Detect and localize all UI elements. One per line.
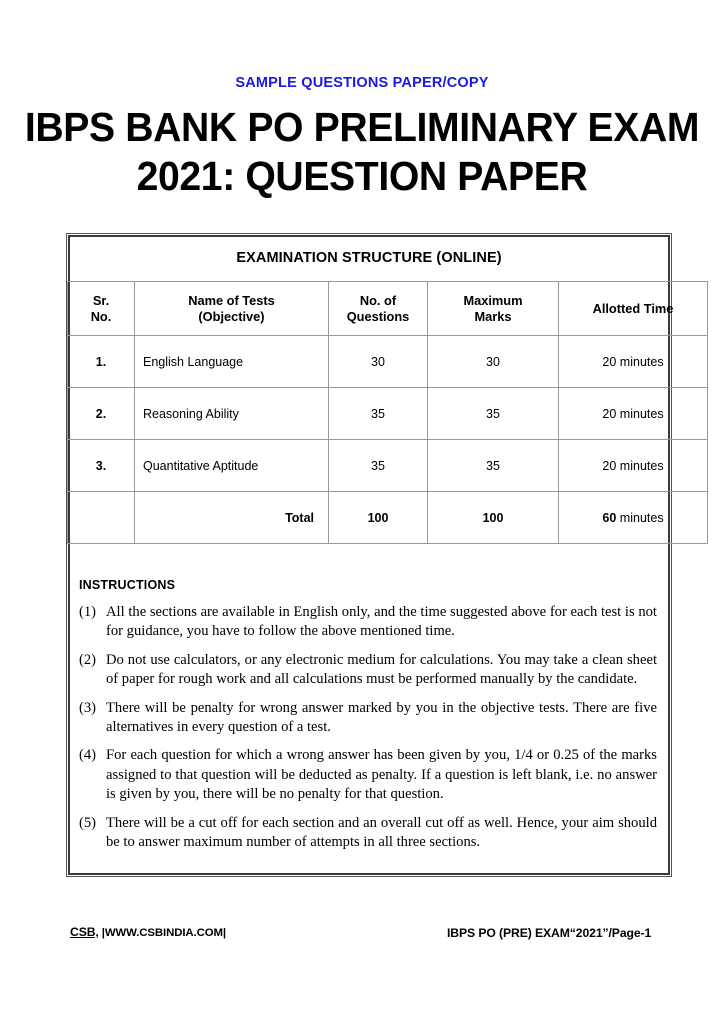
exam-title-line-1: IBPS BANK PO PRELIMINARY EXAM <box>24 103 700 150</box>
table-row <box>68 388 708 440</box>
cell-sr-no: 1. <box>68 336 135 388</box>
cell-allotted-time: 20 minutes <box>559 440 708 492</box>
table-body <box>68 336 708 544</box>
instruction-number: (2) <box>79 651 97 668</box>
cell-questions: 35 <box>329 388 428 440</box>
examination-structure-heading: EXAMINATION STRUCTURE (ONLINE) <box>236 250 502 266</box>
cell-marks: 30 <box>428 336 559 388</box>
name-of-tests-line-1: Name of Tests <box>188 292 275 308</box>
cell-allotted-time: 20 minutes <box>559 336 708 388</box>
cell-test-name: Quantitative Aptitude <box>135 440 329 492</box>
instruction-number: (5) <box>79 814 97 831</box>
column-header-allotted-time: Allotted Time <box>559 282 708 336</box>
column-header-maximum-marks <box>428 282 559 336</box>
content-inner <box>67 234 674 876</box>
instructions-heading: INSTRUCTIONS <box>79 578 176 592</box>
cell-test-name: English Language <box>135 336 329 388</box>
list-item <box>79 651 657 690</box>
footer-brand-name: CSB, <box>70 925 99 939</box>
list-item <box>79 603 657 642</box>
instruction-text: Do not use calculators, or any electronic medium for calculations. You may take a clean sheet of paper for rough work and all calculations must be performed manually by the candidate. <box>106 651 657 688</box>
examination-structure-table <box>67 281 708 544</box>
footer-website: |WWW.CSBINDIA.COM| <box>98 927 226 939</box>
instruction-text: There will be penalty for wrong answer marked by you in the objective tests. There are five alternatives in every question of a test. <box>106 699 657 736</box>
no-of-questions-line-1: No. of <box>359 292 397 308</box>
total-time-value: 60 <box>602 510 617 525</box>
cell-total-questions: 100 <box>329 492 428 544</box>
sr-no-line-1: Sr. <box>92 292 110 308</box>
list-item <box>79 699 657 738</box>
maximum-marks-line-1: Maximum <box>463 292 523 308</box>
cell-marks: 35 <box>428 388 559 440</box>
table-header <box>68 282 708 336</box>
list-item <box>79 746 657 804</box>
cell-questions: 35 <box>329 440 428 492</box>
instructions-list <box>79 603 657 852</box>
instruction-number: (4) <box>79 747 97 764</box>
cell-questions: 30 <box>329 336 428 388</box>
footer-brand <box>70 925 226 939</box>
name-of-tests-line-2: (Objective) <box>198 308 265 324</box>
cell-marks: 35 <box>428 440 559 492</box>
instruction-number: (1) <box>79 604 97 620</box>
page-footer <box>0 925 724 949</box>
exam-title-line-2: 2021: QUESTION PAPER <box>136 153 588 200</box>
page-header <box>0 0 724 198</box>
footer-page-info: IBPS PO (PRE) EXAM“2021”/Page-1 <box>447 926 652 940</box>
instruction-text: There will be a cut off for each section and an overall cut off as well. Hence, your aim should be to answer maximum number of attempts in all three sections. <box>106 814 657 851</box>
cell-test-name: Reasoning Ability <box>135 388 329 440</box>
cell-sr-no: 3. <box>68 440 135 492</box>
column-header-no-of-questions <box>329 282 428 336</box>
content-box <box>66 233 672 877</box>
cell-total-label: Total <box>135 492 329 544</box>
total-time-unit: minutes <box>616 510 664 525</box>
cell-allotted-time: 20 minutes <box>559 388 708 440</box>
instruction-number: (3) <box>79 699 97 716</box>
no-of-questions-line-2: Questions <box>346 308 410 324</box>
sr-no-line-2: No. <box>90 308 112 324</box>
table-header-row <box>68 282 708 336</box>
column-header-name-of-tests <box>135 282 329 336</box>
cell-total-marks: 100 <box>428 492 559 544</box>
instruction-text: All the sections are available in English only, and the time suggested above for each test is not for guidance, you have to follow the above mentioned time. <box>106 604 657 640</box>
column-header-sr-no <box>68 282 135 336</box>
maximum-marks-line-2: Marks <box>474 308 512 324</box>
instruction-text: For each question for which a wrong answer has been given by you, 1/4 or 0.25 of the marks assigned to that question will be deducted as penalty. If a question is left blank, i.e. no answer is given by you, there will be no penalty for that question. <box>106 747 657 803</box>
table-row <box>68 440 708 492</box>
list-item <box>79 814 657 853</box>
table-row <box>68 336 708 388</box>
sample-paper-label: SAMPLE QUESTIONS PAPER/COPY <box>235 75 489 91</box>
cell-total-sr-blank <box>68 492 135 544</box>
table-total-row <box>68 492 708 544</box>
cell-sr-no: 2. <box>68 388 135 440</box>
cell-total-time <box>559 492 708 544</box>
